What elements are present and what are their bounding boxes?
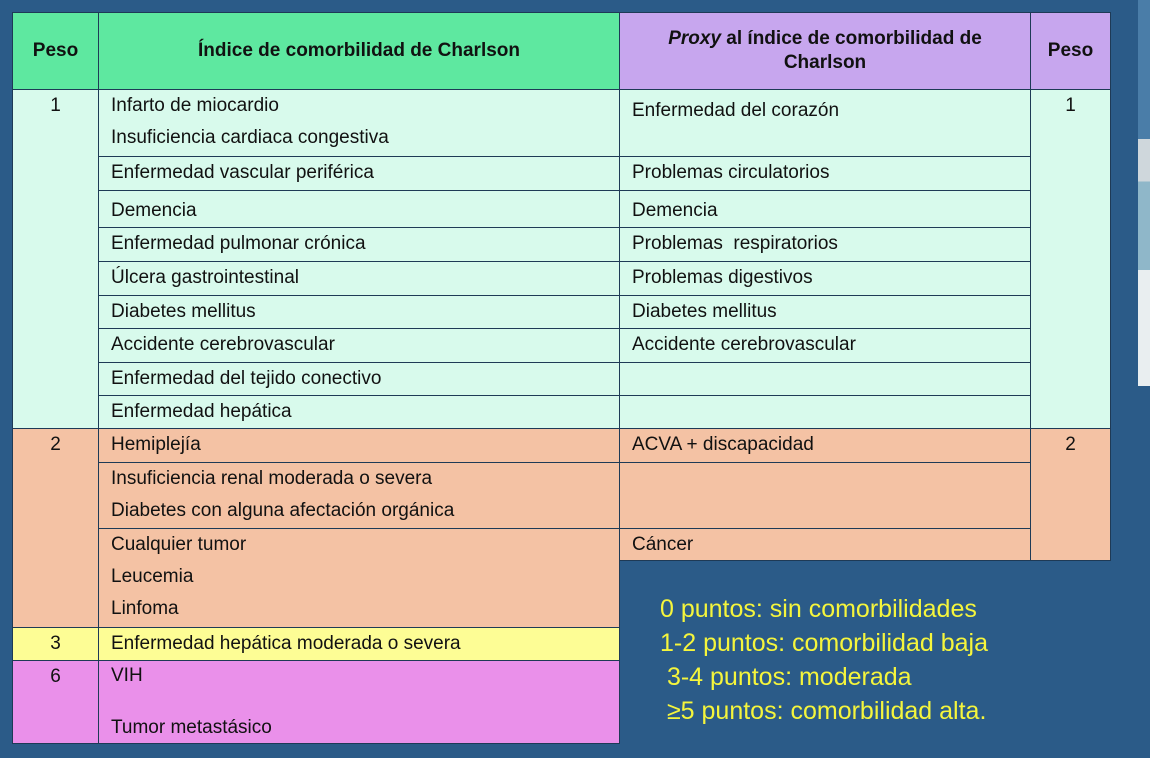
- charlson-group-tumor: [98, 528, 620, 628]
- legend-line: 3-4 puntos: moderada: [660, 663, 912, 691]
- header-proxy: [619, 12, 1031, 90]
- charlson-group-1: [98, 89, 620, 157]
- proxy-item: Problemas respiratorios: [619, 227, 1031, 262]
- charlson-item: Insuficiencia renal moderada o severa: [111, 468, 433, 489]
- charlson-item: Enfermedad del tejido conectivo: [98, 362, 620, 396]
- charlson-item: Tumor metastásico: [111, 717, 272, 738]
- charlson-item: Enfermedad hepática moderada o severa: [98, 627, 620, 661]
- score-legend: [660, 592, 988, 728]
- weight-2: 2: [12, 428, 99, 628]
- charlson-item: Demencia: [98, 190, 620, 228]
- charlson-item: Enfermedad pulmonar crónica: [98, 227, 620, 262]
- weight-6: 6: [12, 660, 99, 744]
- background-photo-edge: [1138, 0, 1150, 386]
- proxy-empty: [619, 462, 1031, 529]
- proxy-item: Enfermedad del corazón: [619, 89, 1031, 157]
- header-peso-left: Peso: [12, 12, 99, 90]
- proxy-empty: [619, 395, 1031, 429]
- header-charlson: Índice de comorbilidad de Charlson: [98, 12, 620, 90]
- charlson-item: Insuficiencia cardiaca congestiva: [111, 127, 389, 148]
- legend-line: 0 puntos: sin comorbilidades: [660, 595, 977, 623]
- charlson-group-vih: [98, 660, 620, 744]
- proxy-weight-1: 1: [1030, 89, 1111, 429]
- weight-1: 1: [12, 89, 99, 429]
- charlson-item: Linfoma: [111, 598, 179, 619]
- charlson-item: Úlcera gastrointestinal: [98, 261, 620, 296]
- proxy-empty: [619, 362, 1031, 396]
- charlson-item: Accidente cerebrovascular: [98, 328, 620, 363]
- charlson-item: Hemiplejía: [98, 428, 620, 463]
- proxy-item: Accidente cerebrovascular: [619, 328, 1031, 363]
- proxy-item: Diabetes mellitus: [619, 295, 1031, 329]
- charlson-item: VIH: [111, 665, 143, 686]
- charlson-item: Diabetes mellitus: [98, 295, 620, 329]
- proxy-item: ACVA + discapacidad: [619, 428, 1031, 463]
- charlson-item: Diabetes con alguna afectación orgánica: [111, 500, 455, 521]
- charlson-item: Enfermedad hepática: [98, 395, 620, 429]
- header-proxy-emphasis: Proxy: [668, 28, 722, 49]
- proxy-item: Problemas digestivos: [619, 261, 1031, 296]
- proxy-weight-2: 2: [1030, 428, 1111, 561]
- charlson-item: Leucemia: [111, 566, 194, 587]
- proxy-item: Demencia: [619, 190, 1031, 228]
- legend-line: 1-2 puntos: comorbilidad baja: [660, 629, 988, 657]
- charlson-group-renal: [98, 462, 620, 529]
- charlson-item: Infarto de miocardio: [111, 95, 279, 116]
- weight-3: 3: [12, 627, 99, 661]
- charlson-item: Cualquier tumor: [111, 534, 247, 555]
- proxy-item: Cáncer: [619, 528, 1031, 561]
- proxy-item: Problemas circulatorios: [619, 156, 1031, 191]
- header-peso-right: Peso: [1030, 12, 1111, 90]
- header-proxy-text: al índice de comorbilidad de Charlson: [721, 28, 982, 73]
- legend-line: ≥5 puntos: comorbilidad alta.: [660, 697, 987, 725]
- charlson-item: Enfermedad vascular periférica: [98, 156, 620, 191]
